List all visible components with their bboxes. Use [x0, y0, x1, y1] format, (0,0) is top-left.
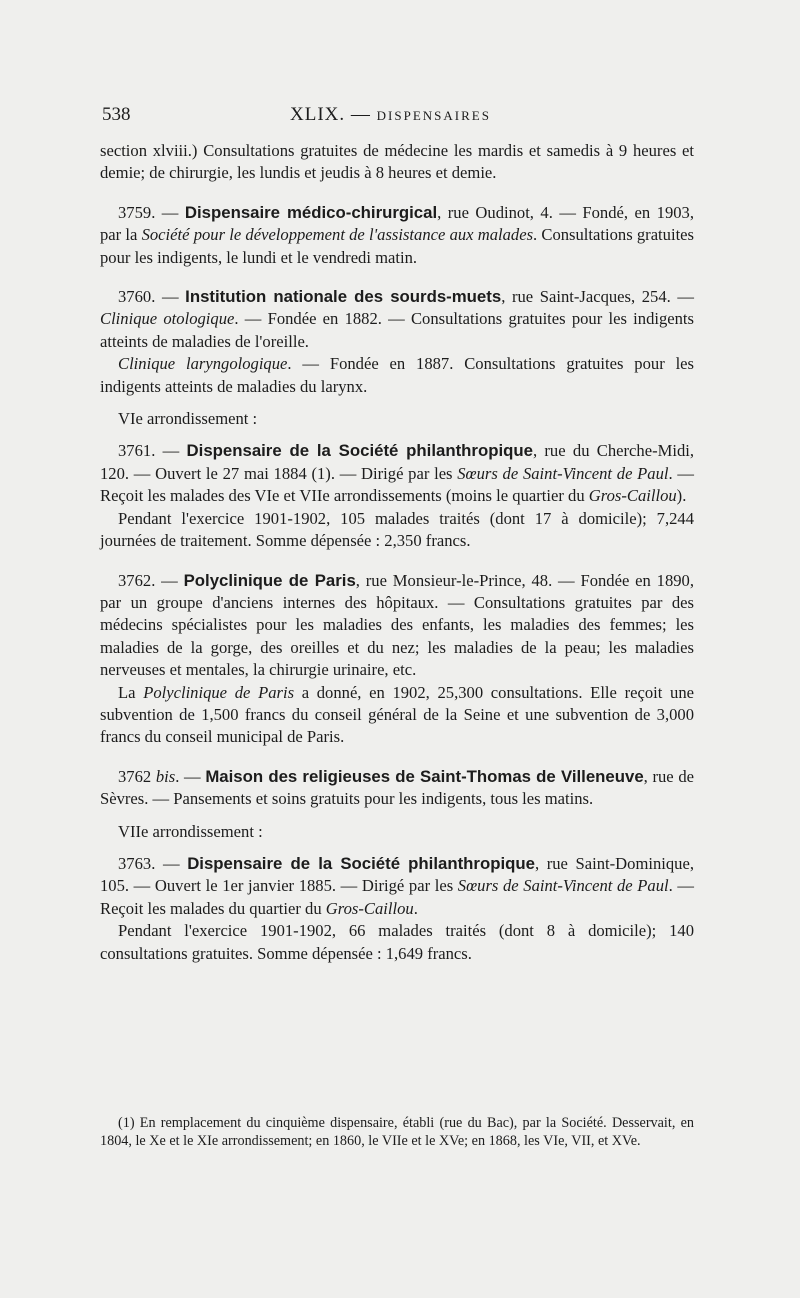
section-title: DISPENSAIRES	[376, 108, 491, 123]
arrondissement-heading-7: VIIe arrondissement :	[118, 821, 263, 841]
entry-name: Polyclinique de Paris	[183, 570, 356, 590]
entry-number: 3762. —	[118, 570, 184, 590]
entry-number: 3763. —	[118, 853, 188, 873]
entry-name: Institution nationale des sourds-muets	[185, 287, 502, 307]
entry-3760: 3760. — Institution nationale des sourds-muets, rue Saint-Jacques, 254. — Clinique otologique. — Fondée en 1882. — Consultations gratuites pour les indigents atteints de maladies de l'oreille.	[100, 287, 695, 351]
entry-number: 3760. —	[118, 287, 186, 307]
continuation-paragraph: section xlviii.) Consultations gratuites de médecine les mardis et samedis à 9 heures et demie; de chirurgie, les lundis et jeudis à 8 heures et demie.	[100, 141, 694, 183]
entry-name: Dispensaire médico-chirurgical	[184, 202, 438, 222]
entry-number: 3761. —	[118, 441, 187, 461]
entry-3763-stats: Pendant l'exercice 1901-1902, 66 malades traités (dont 8 à domicile); 140 consultations gratuites. Somme dépensée : 1,649 francs.	[100, 921, 694, 963]
chapter-title	[290, 104, 491, 126]
entry-3761: 3761. — Dispensaire de la Société philanthropique, rue du Cherche-Midi, 120. — Ouvert le 27 mai 1884 (1). — Dirigé par les Sœurs de Saint-Vincent de Paul. — Reçoit les malades des VIe et VIIe arrondissements (moins le quartier du Gros-Caillou).	[100, 441, 695, 506]
page-number: 538	[102, 104, 131, 125]
entry-number: 3762	[118, 766, 156, 786]
header-dash: —	[350, 104, 371, 125]
chapter-number: XLIX.	[290, 104, 346, 125]
entry-name: Maison des religieuses de Saint-Thomas de Villeneuve	[205, 766, 644, 786]
page-body	[100, 140, 694, 965]
entry-name: Dispensaire de la Société philanthropique	[187, 853, 535, 873]
running-header	[102, 104, 700, 128]
entry-3762: 3762. — Polyclinique de Paris, rue Monsieur-le-Prince, 48. — Fondée en 1890, par un groupe d'anciens internes des hôpitaux. — Consultations gratuites par des médecins spécialistes pour les maladies des enfants, les maladies des femmes; les maladies de la gorge, des oreilles et du nez; les maladies de la peau; les maladies nerveuses et mentales, la chirurgie urinaire, etc.	[100, 570, 694, 680]
entry-3763: 3763. — Dispensaire de la Société philanthropique, rue Saint-Dominique, 105. — Ouvert le 1er janvier 1885. — Dirigé par les Sœurs de Saint-Vincent de Paul. — Reçoit les malades du quartier du Gros-Caillou.	[100, 853, 695, 918]
entry-3760-clinic: Clinique laryngologique. — Fondée en 1887. Consultations gratuites pour les indigents atteints de maladies du larynx.	[100, 354, 695, 396]
entry-3759: 3759. — Dispensaire médico-chirurgical, rue Oudinot, 4. — Fondé, en 1903, par la Société pour le développement de l'assistance aux malades. Consultations gratuites pour les indigents, le lundi et le vendredi matin.	[100, 202, 695, 267]
entry-3761-stats: Pendant l'exercice 1901-1902, 105 malades traités (dont 17 à domicile); 7,244 journées de traitement. Somme dépensée : 2,350 francs.	[100, 508, 694, 551]
footnote: (1) En remplacement du cinquième dispensaire, établi (rue du Bac), par la Société. Desservait, en 1804, le Xe et le XIe arrondissement; en 1860, le VIIe et le XVe; en 1868, les VIe, VII, et XVe.	[100, 1115, 694, 1150]
entry-3762-bis: 3762 bis. — Maison des religieuses de Saint-Thomas de Villeneuve, rue de Sèvres. — Pansements et soins gratuits pour les indigents, tous les matins.	[100, 766, 695, 809]
entry-3762-stats: La Polyclinique de Paris a donné, en 1902, 25,300 consultations. Elle reçoit une subvention de 1,500 francs du conseil général de la Seine et une subvention de 3,000 francs du conseil municipal de Paris.	[100, 682, 694, 747]
entry-name: Dispensaire de la Société philanthropique	[186, 441, 533, 461]
entry-number: 3759. —	[118, 202, 185, 222]
arrondissement-heading-6: VIe arrondissement :	[118, 409, 258, 429]
